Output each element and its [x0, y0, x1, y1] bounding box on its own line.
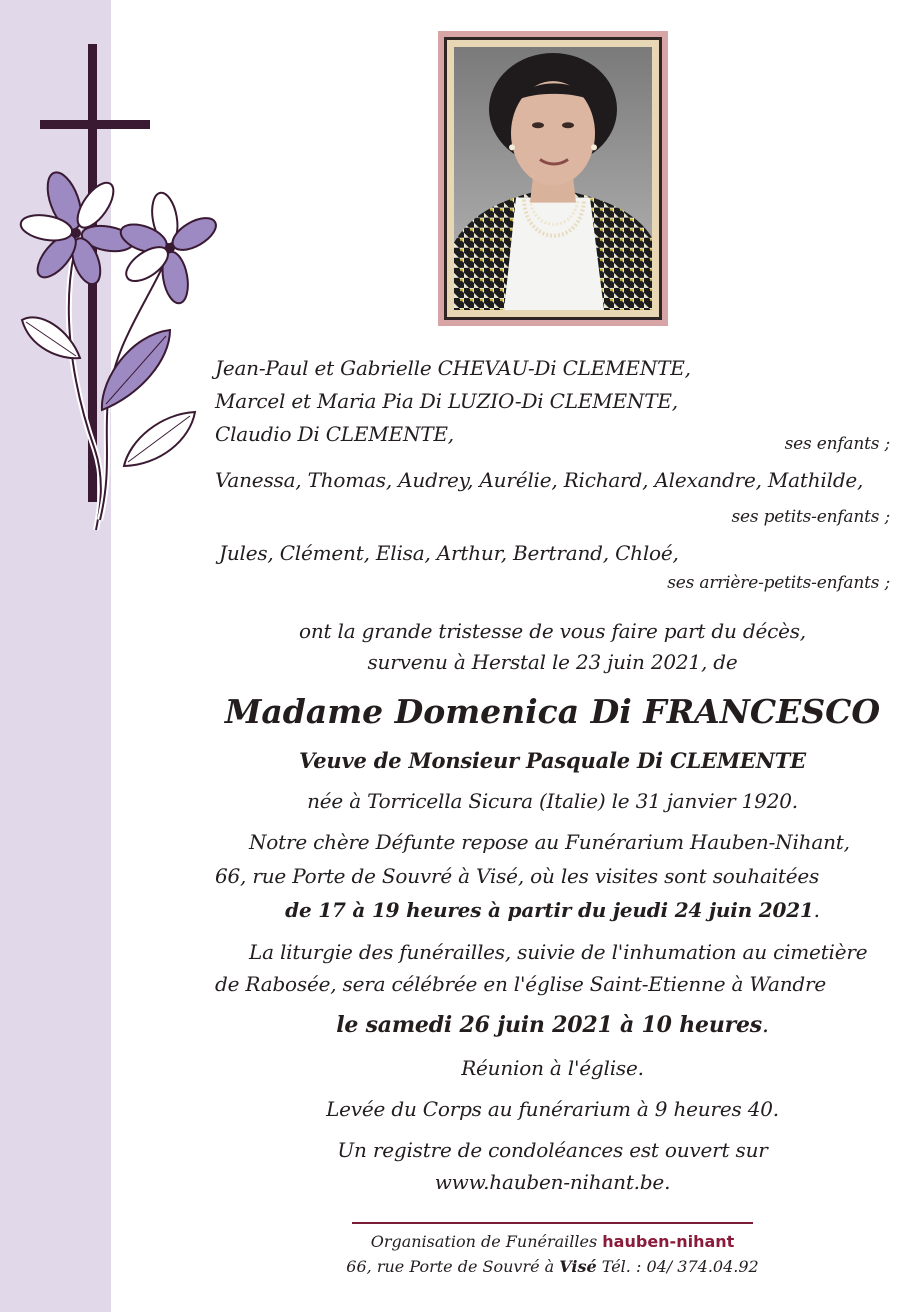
footer-tel: Tél. : 04/ 374.04.92 — [601, 1257, 759, 1276]
grandchildren-line: Vanessa, Thomas, Audrey, Aurélie, Richard, Alexandre, Mathilde, — [215, 468, 864, 492]
funeral-date-period: . — [762, 1013, 769, 1038]
visits-hours-text: de 17 à 19 heures à partir du jeudi 24 juin 2021 — [285, 898, 814, 922]
child-line-2: Marcel et Maria Pia Di LUZIO-Di CLEMENTE, — [215, 389, 678, 413]
meeting-info: Réunion à l'église. — [461, 1056, 644, 1080]
footer-org-prefix: Organisation de Funérailles — [370, 1232, 598, 1251]
register-line-1: Un registre de condoléances est ouvert sur — [337, 1138, 768, 1162]
grandchildren-label: ses petits-enfants ; — [731, 507, 890, 527]
deceased-name: Madame Domenica Di FRANCESCO — [224, 692, 881, 731]
footer-address — [330, 1257, 775, 1276]
great-grandchildren-label: ses arrière-petits-enfants ; — [667, 573, 890, 593]
great-grandchildren-line: Jules, Clément, Elisa, Arthur, Bertrand, Chloé, — [219, 541, 679, 565]
funeral-date-text: le samedi 26 juin 2021 à 10 heures — [336, 1012, 762, 1038]
visits-hours — [215, 898, 890, 922]
visits-line-1: Notre chère Défunte repose au Funérarium Hauben-Nihant, — [249, 830, 850, 854]
visits-hours-period: . — [813, 898, 820, 922]
portrait-frame — [438, 31, 668, 326]
funeral-date — [215, 1012, 890, 1038]
birth-info: née à Torricella Sicura (Italie) le 31 janvier 1920. — [307, 789, 798, 813]
portrait-mat — [444, 37, 662, 320]
visits-line-2: 66, rue Porte de Souvré à Visé, où les visites sont souhaitées — [215, 864, 820, 888]
brand-logo: hauben-nihant — [602, 1232, 735, 1251]
levee-info: Levée du Corps au funérarium à 9 heures 40. — [326, 1097, 779, 1121]
announcement-line-2: survenu à Herstal le 23 juin 2021, de — [367, 650, 738, 674]
child-line-3: Claudio Di CLEMENTE, — [215, 422, 454, 446]
funeral-line-1: La liturgie des funérailles, suivie de l'inhumation au cimetière — [249, 940, 868, 964]
widow-of: Veuve de Monsieur Pasquale Di CLEMENTE — [299, 748, 806, 773]
child-line-1: Jean-Paul et Gabrielle CHEVAU-Di CLEMENTE, — [215, 356, 691, 380]
footer-org — [352, 1232, 753, 1251]
footer-divider — [352, 1222, 753, 1224]
footer-address-prefix: 66, rue Porte de Souvré à — [346, 1257, 555, 1276]
footer-town: Visé — [559, 1257, 597, 1276]
funeral-line-2: de Rabosée, sera célébrée en l'église Saint-Etienne à Wandre — [215, 972, 827, 996]
children-label: ses enfants ; — [784, 434, 890, 454]
register-url[interactable]: www.hauben-nihant.be. — [434, 1170, 671, 1194]
portrait-photo — [454, 47, 652, 310]
announcement-line-1: ont la grande tristesse de vous faire part du décès, — [299, 619, 806, 643]
cross-flower-icon — [0, 30, 230, 550]
